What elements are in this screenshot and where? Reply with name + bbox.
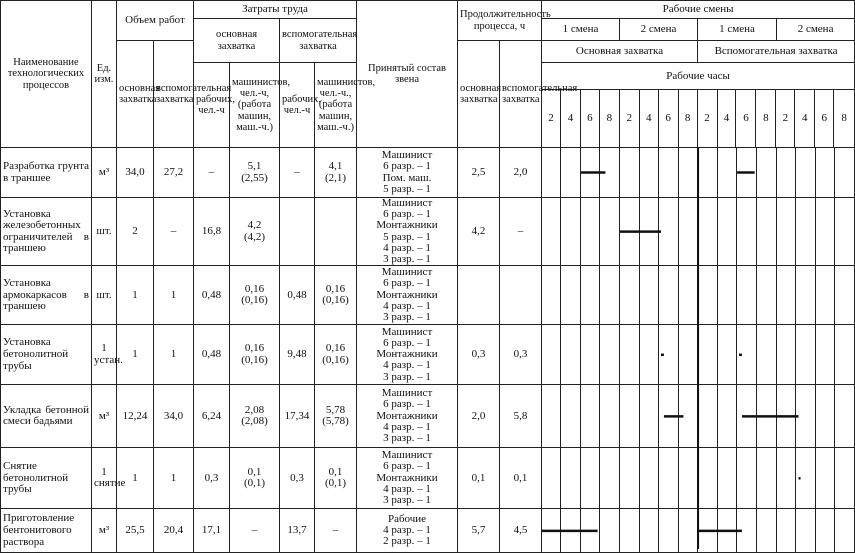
labor-main-machinists xyxy=(230,448,280,509)
schedule-cell xyxy=(737,325,757,385)
header-duration: Продолжительность процесса, ч xyxy=(458,1,542,41)
table-row xyxy=(1,266,855,325)
header-unit: Ед. изм. xyxy=(92,1,117,148)
labor-aux-mach-hours: (0,1) xyxy=(324,477,347,490)
labor-main-mach-value: 0,1 xyxy=(247,465,262,478)
crew-line: 6 разр. – 1 xyxy=(383,277,431,290)
header-labor-main: основная захватка xyxy=(194,19,280,63)
schedule-cell xyxy=(640,198,659,266)
volume-main: 12,24 xyxy=(117,385,154,448)
crew-composition xyxy=(357,509,458,553)
crew-line: 4 разр. – 1 xyxy=(383,359,431,372)
hour-tick: 2 xyxy=(620,90,640,147)
crew-line: Рабочие xyxy=(387,512,427,525)
schedule-cell xyxy=(835,385,855,448)
schedule-cell xyxy=(698,509,718,553)
crew-line: Монтажники xyxy=(376,219,438,232)
schedule-cell xyxy=(600,448,620,509)
schedule-cell xyxy=(777,325,796,385)
crew-line: 3 разр. – 1 xyxy=(383,311,431,324)
hour-tick: 2 xyxy=(698,90,718,147)
crew-line: 3 разр. – 1 xyxy=(383,432,431,445)
schedule-cell xyxy=(777,198,796,266)
labor-main-workers: 6,24 xyxy=(194,385,230,448)
labor-main-mach-hours: (2,55) xyxy=(241,171,268,184)
schedule-cell xyxy=(679,448,698,509)
labor-aux-mach-value: 5,78 xyxy=(325,403,346,416)
schedule-cell xyxy=(581,266,600,325)
crew-line: 3 разр. – 1 xyxy=(383,494,431,507)
crew-line: Монтажники xyxy=(376,288,438,301)
crew-composition xyxy=(357,448,458,509)
labor-main-machinists xyxy=(230,509,280,553)
labor-main-workers: 0,48 xyxy=(194,266,230,325)
hour-tick: 4 xyxy=(640,90,659,147)
schedule-cell xyxy=(816,509,835,553)
schedule-cell xyxy=(542,325,561,385)
crew-line: Монтажники xyxy=(376,471,438,484)
schedule-cell xyxy=(581,385,600,448)
schedule-cell xyxy=(698,198,718,266)
schedule-cell xyxy=(777,385,796,448)
schedule-cell xyxy=(581,325,600,385)
table-row xyxy=(1,509,855,553)
header-grip-main: Основная захватка xyxy=(542,41,698,63)
schedule-cell xyxy=(561,148,581,198)
crew-line: Пом. маш. xyxy=(382,171,432,184)
schedule-cell xyxy=(698,385,718,448)
schedule-cell xyxy=(777,509,796,553)
schedule-cell xyxy=(640,509,659,553)
header-duration-main: основная захватка xyxy=(458,41,500,148)
labor-main-mach-value: 0,16 xyxy=(244,282,265,295)
process-name: Приготовление бентонитового раствора xyxy=(1,509,92,553)
schedule-cell xyxy=(561,385,581,448)
schedule-cell xyxy=(737,385,757,448)
header-duration-aux: вспомогательная захватка xyxy=(500,41,542,148)
header-labor: Затраты труда xyxy=(194,1,357,19)
crew-line: 6 разр. – 1 xyxy=(383,460,431,473)
schedule-cell xyxy=(796,385,816,448)
schedule-cell xyxy=(542,148,561,198)
unit: м³ xyxy=(92,385,117,448)
crew-line: 6 разр. – 1 xyxy=(383,336,431,349)
schedule-cell xyxy=(757,266,777,325)
schedule-cell xyxy=(542,509,561,553)
schedule-cell xyxy=(698,325,718,385)
unit: шт. xyxy=(92,266,117,325)
labor-aux-workers: – xyxy=(280,148,315,198)
crew-line: Машинист xyxy=(381,197,433,209)
labor-aux-machinists xyxy=(315,325,357,385)
labor-main-workers: 16,8 xyxy=(194,198,230,266)
labor-main-machinists xyxy=(230,385,280,448)
labor-main-mach-hours: (0,16) xyxy=(241,353,268,366)
schedule-cell xyxy=(796,148,816,198)
header-grip-aux: Вспомогательная захватка xyxy=(698,41,855,63)
schedule-cell xyxy=(679,266,698,325)
hour-tick: 4 xyxy=(561,90,581,147)
volume-aux: 1 xyxy=(154,448,194,509)
schedule-cell xyxy=(620,385,640,448)
schedule-cell xyxy=(835,266,855,325)
schedule-cell xyxy=(835,198,855,266)
schedule-cell xyxy=(659,448,679,509)
header-volume-main: основная захватка xyxy=(117,41,154,148)
schedule-cell xyxy=(679,509,698,553)
schedule-cell xyxy=(816,448,835,509)
labor-aux-workers xyxy=(280,198,315,266)
schedule-cell xyxy=(659,198,679,266)
schedule-cell xyxy=(796,448,816,509)
schedule-cell xyxy=(659,148,679,198)
schedule-cell xyxy=(777,448,796,509)
duration-main: 4,2 xyxy=(458,198,500,266)
crew-line: 6 разр. – 1 xyxy=(383,398,431,411)
hour-tick: 6 xyxy=(581,90,600,147)
process-name: Снятие бетонолитной трубы xyxy=(1,448,92,509)
schedule-cell xyxy=(542,385,561,448)
duration-aux: 2,0 xyxy=(500,148,542,198)
hour-tick: 6 xyxy=(659,90,679,147)
crew-line: Машинист xyxy=(381,266,433,279)
hour-tick: 8 xyxy=(841,112,847,124)
volume-main: 25,5 xyxy=(117,509,154,553)
volume-aux: 1 xyxy=(154,325,194,385)
table-row xyxy=(1,325,855,385)
schedule-cell xyxy=(679,148,698,198)
labor-aux-workers: 13,7 xyxy=(280,509,315,553)
labor-main-mach-value: 0,16 xyxy=(244,342,265,355)
crew-line: 3 разр. – 1 xyxy=(383,370,431,383)
schedule-cell xyxy=(600,509,620,553)
volume-main: 1 xyxy=(117,325,154,385)
schedule-cell xyxy=(698,148,718,198)
schedule-cell xyxy=(757,448,777,509)
labor-main-workers: – xyxy=(194,148,230,198)
labor-aux-mach-value: 0,16 xyxy=(325,342,346,355)
schedule-cell xyxy=(600,385,620,448)
labor-main-workers: 0,48 xyxy=(194,325,230,385)
unit: м³ xyxy=(92,148,117,198)
schedule-cell xyxy=(796,325,816,385)
schedule-cell xyxy=(659,325,679,385)
schedule-cell xyxy=(542,198,561,266)
schedule-cell xyxy=(816,325,835,385)
hour-tick: 4 xyxy=(718,90,737,147)
hour-tick: 8 xyxy=(756,90,776,147)
schedule-cell xyxy=(718,325,737,385)
hour-tick: 8 xyxy=(679,90,698,147)
volume-main: 1 xyxy=(117,448,154,509)
hours-block xyxy=(542,63,855,148)
duration-aux xyxy=(500,266,542,325)
schedule-cell xyxy=(581,148,600,198)
schedule-cell xyxy=(679,198,698,266)
schedule-cell xyxy=(620,266,640,325)
duration-main xyxy=(458,266,500,325)
schedule-cell xyxy=(737,509,757,553)
volume-aux: 27,2 xyxy=(154,148,194,198)
crew-line: 5 разр. – 1 xyxy=(383,182,431,195)
table-row xyxy=(1,198,855,266)
labor-aux-machinists xyxy=(315,385,357,448)
crew-composition xyxy=(357,148,458,198)
labor-aux-machinists xyxy=(315,448,357,509)
schedule-cell xyxy=(737,266,757,325)
labor-aux-mach-value: – xyxy=(332,524,339,537)
schedule-cell xyxy=(718,266,737,325)
volume-aux: 20,4 xyxy=(154,509,194,553)
labor-aux-machinists xyxy=(315,148,357,198)
labor-main-workers: 0,3 xyxy=(194,448,230,509)
schedule-cell xyxy=(640,325,659,385)
header-machinists-aux: машинистов, чел.-ч., (работа машин, маш.-ч.) xyxy=(315,63,357,148)
schedule-cell xyxy=(679,325,698,385)
crew-line: 5 разр. – 1 xyxy=(383,230,431,243)
header-volume-aux: вспомогательная захватка xyxy=(154,41,194,148)
labor-aux-machinists xyxy=(315,198,357,266)
schedule-cell xyxy=(561,325,581,385)
labor-aux-workers: 0,3 xyxy=(280,448,315,509)
labor-aux-machinists xyxy=(315,266,357,325)
labor-main-mach-hours: (0,16) xyxy=(241,294,268,307)
labor-main-workers: 17,1 xyxy=(194,509,230,553)
volume-main: 2 xyxy=(117,198,154,266)
volume-aux: 1 xyxy=(154,266,194,325)
header-workers-main: рабочих, чел.-ч xyxy=(194,63,230,148)
unit: 1 снятие xyxy=(92,448,117,509)
hour-ticks xyxy=(542,90,854,147)
crew-line: 3 разр. – 1 xyxy=(383,253,431,266)
header-shift1-aux: 1 смена xyxy=(698,19,777,41)
schedule-cell xyxy=(620,198,640,266)
schedule-cell xyxy=(816,266,835,325)
crew-line: 4 разр. – 1 xyxy=(383,299,431,312)
crew-line: Машинист xyxy=(381,149,433,162)
schedule-cell xyxy=(561,448,581,509)
table-row xyxy=(1,148,855,198)
schedule-cell xyxy=(835,325,855,385)
crew-line: Монтажники xyxy=(376,348,438,361)
header-workers-aux: рабочих, чел.-ч xyxy=(280,63,315,148)
schedule-cell xyxy=(757,148,777,198)
schedule-cell xyxy=(561,198,581,266)
duration-main: 2,0 xyxy=(458,385,500,448)
table-row xyxy=(1,448,855,509)
header-shifts: Рабочие смены xyxy=(542,1,855,19)
crew-line: Машинист xyxy=(381,449,433,462)
hour-tick: 6 xyxy=(736,90,756,147)
labor-main-mach-hours: (2,08) xyxy=(241,415,268,428)
schedule-cell xyxy=(737,198,757,266)
crew-composition xyxy=(357,198,458,266)
labor-aux-mach-hours: (0,16) xyxy=(322,353,349,366)
schedule-cell xyxy=(835,509,855,553)
schedule-cell xyxy=(600,198,620,266)
labor-main-mach-hours: (0,1) xyxy=(243,477,266,490)
schedule-cell xyxy=(620,509,640,553)
schedule-cell xyxy=(816,385,835,448)
crew-line: 4 разр. – 1 xyxy=(383,482,431,495)
volume-main: 34,0 xyxy=(117,148,154,198)
schedule-cell xyxy=(718,509,737,553)
hours-label: Рабочие часы xyxy=(542,63,854,90)
schedule-cell xyxy=(640,385,659,448)
duration-aux: 0,1 xyxy=(500,448,542,509)
labor-main-machinists xyxy=(230,198,280,266)
schedule-cell xyxy=(796,198,816,266)
schedule-cell xyxy=(620,148,640,198)
crew-composition xyxy=(357,325,458,385)
header-labor-aux: вспомогательная захватка xyxy=(280,19,357,63)
labor-main-mach-value: – xyxy=(251,524,258,537)
header-process-name: Наименование технологических процессов xyxy=(1,1,92,148)
schedule-cell xyxy=(718,448,737,509)
labor-aux-mach-hours: (0,16) xyxy=(322,294,349,307)
schedule-cell xyxy=(757,325,777,385)
labor-main-machinists xyxy=(230,325,280,385)
labor-aux-workers: 9,48 xyxy=(280,325,315,385)
schedule-cell xyxy=(757,198,777,266)
unit: м³ xyxy=(92,509,117,553)
duration-aux: 4,5 xyxy=(500,509,542,553)
labor-aux-mach-hours: (5,78) xyxy=(322,415,349,428)
schedule-cell xyxy=(698,266,718,325)
schedule-cell xyxy=(640,266,659,325)
process-name: Установка бетонолитной трубы xyxy=(1,325,92,385)
header-shift1-main: 1 смена xyxy=(542,19,620,41)
schedule-cell xyxy=(600,266,620,325)
crew-line: 4 разр. – 1 xyxy=(383,524,431,537)
crew-line: 2 разр. – 1 xyxy=(383,535,431,548)
schedule-cell xyxy=(796,509,816,553)
process-name: Установка армокаркасов в траншею xyxy=(1,266,92,325)
labor-main-mach-hours: (4,2) xyxy=(243,230,266,243)
hour-tick: 8 xyxy=(600,90,620,147)
schedule-cell xyxy=(698,448,718,509)
header-shift2-main: 2 смена xyxy=(620,19,698,41)
schedule-cell xyxy=(679,385,698,448)
crew-composition xyxy=(357,266,458,325)
schedule-cell xyxy=(757,385,777,448)
schedule-cell xyxy=(620,325,640,385)
schedule-cell xyxy=(620,448,640,509)
schedule-cell xyxy=(640,448,659,509)
duration-aux: – xyxy=(500,198,542,266)
labor-main-machinists xyxy=(230,148,280,198)
hour-tick: 2 xyxy=(542,90,561,147)
volume-main: 1 xyxy=(117,266,154,325)
duration-aux: 5,8 xyxy=(500,385,542,448)
duration-main: 0,3 xyxy=(458,325,500,385)
schedule-cell xyxy=(659,509,679,553)
labor-aux-mach-value: 0,1 xyxy=(328,465,343,478)
schedule-cell xyxy=(600,325,620,385)
duration-main: 2,5 xyxy=(458,148,500,198)
labor-aux-workers: 17,34 xyxy=(280,385,315,448)
duration-aux: 0,3 xyxy=(500,325,542,385)
header-crew: Принятый состав звена xyxy=(357,1,458,148)
labor-main-mach-value: 4,2 xyxy=(247,219,262,232)
labor-main-mach-value: 2,08 xyxy=(244,403,265,416)
schedule-cell xyxy=(718,385,737,448)
schedule-cell xyxy=(777,266,796,325)
schedule-cell xyxy=(718,148,737,198)
labor-aux-workers: 0,48 xyxy=(280,266,315,325)
schedule-cell xyxy=(718,198,737,266)
schedule-cell xyxy=(600,148,620,198)
schedule-cell xyxy=(737,448,757,509)
crew-line: Машинист xyxy=(381,387,433,400)
crew-composition xyxy=(357,385,458,448)
schedule-cell xyxy=(777,148,796,198)
labor-aux-mach-value: 0,16 xyxy=(325,282,346,295)
schedule-cell xyxy=(581,448,600,509)
schedule-cell xyxy=(835,148,855,198)
schedule-cell xyxy=(581,509,600,553)
unit: 1 устан. xyxy=(92,325,117,385)
process-name: Укладка бетонной смеси бадьями xyxy=(1,385,92,448)
crew-line: 4 разр. – 1 xyxy=(383,241,431,254)
schedule-cell xyxy=(796,266,816,325)
schedule-cell xyxy=(757,509,777,553)
schedule-cell xyxy=(816,198,835,266)
process-name: Установка железобетонных ограничителей в траншею xyxy=(1,198,92,266)
process-name: Разработка грунта в траншее xyxy=(1,148,92,198)
header-machinists-main: машинистов, чел.-ч, (работа машин, маш.-ч.) xyxy=(230,63,280,148)
crew-line: 6 разр. – 1 xyxy=(383,160,431,173)
header-shift2-aux: 2 смена xyxy=(777,19,855,41)
header-volume: Объем работ xyxy=(117,1,194,41)
labor-main-mach-value: 5,1 xyxy=(247,159,262,172)
schedule-cell xyxy=(816,148,835,198)
schedule-cell xyxy=(737,148,757,198)
hour-tick: 2 xyxy=(776,90,795,147)
crew-line: 6 разр. – 1 xyxy=(383,208,431,221)
labor-aux-mach-hours: (2,1) xyxy=(324,171,347,184)
crew-line: Монтажники xyxy=(376,409,438,422)
duration-main: 5,7 xyxy=(458,509,500,553)
schedule-cell xyxy=(542,448,561,509)
schedule-cell xyxy=(659,266,679,325)
schedule-cell xyxy=(561,266,581,325)
unit: шт. xyxy=(92,198,117,266)
hour-tick: 6 xyxy=(815,90,834,147)
hour-tick: 4 xyxy=(795,90,815,147)
volume-aux: – xyxy=(154,198,194,266)
labor-main-machinists xyxy=(230,266,280,325)
duration-main: 0,1 xyxy=(458,448,500,509)
crew-line: Машинист xyxy=(381,325,433,338)
labor-aux-machinists xyxy=(315,509,357,553)
schedule-cell xyxy=(835,448,855,509)
schedule-cell xyxy=(640,148,659,198)
table-row xyxy=(1,385,855,448)
volume-aux: 34,0 xyxy=(154,385,194,448)
schedule-cell xyxy=(542,266,561,325)
schedule-cell xyxy=(561,509,581,553)
schedule-cell xyxy=(659,385,679,448)
crew-line: 4 разр. – 1 xyxy=(383,420,431,433)
schedule-cell xyxy=(581,198,600,266)
labor-aux-mach-value: 4,1 xyxy=(328,159,343,172)
